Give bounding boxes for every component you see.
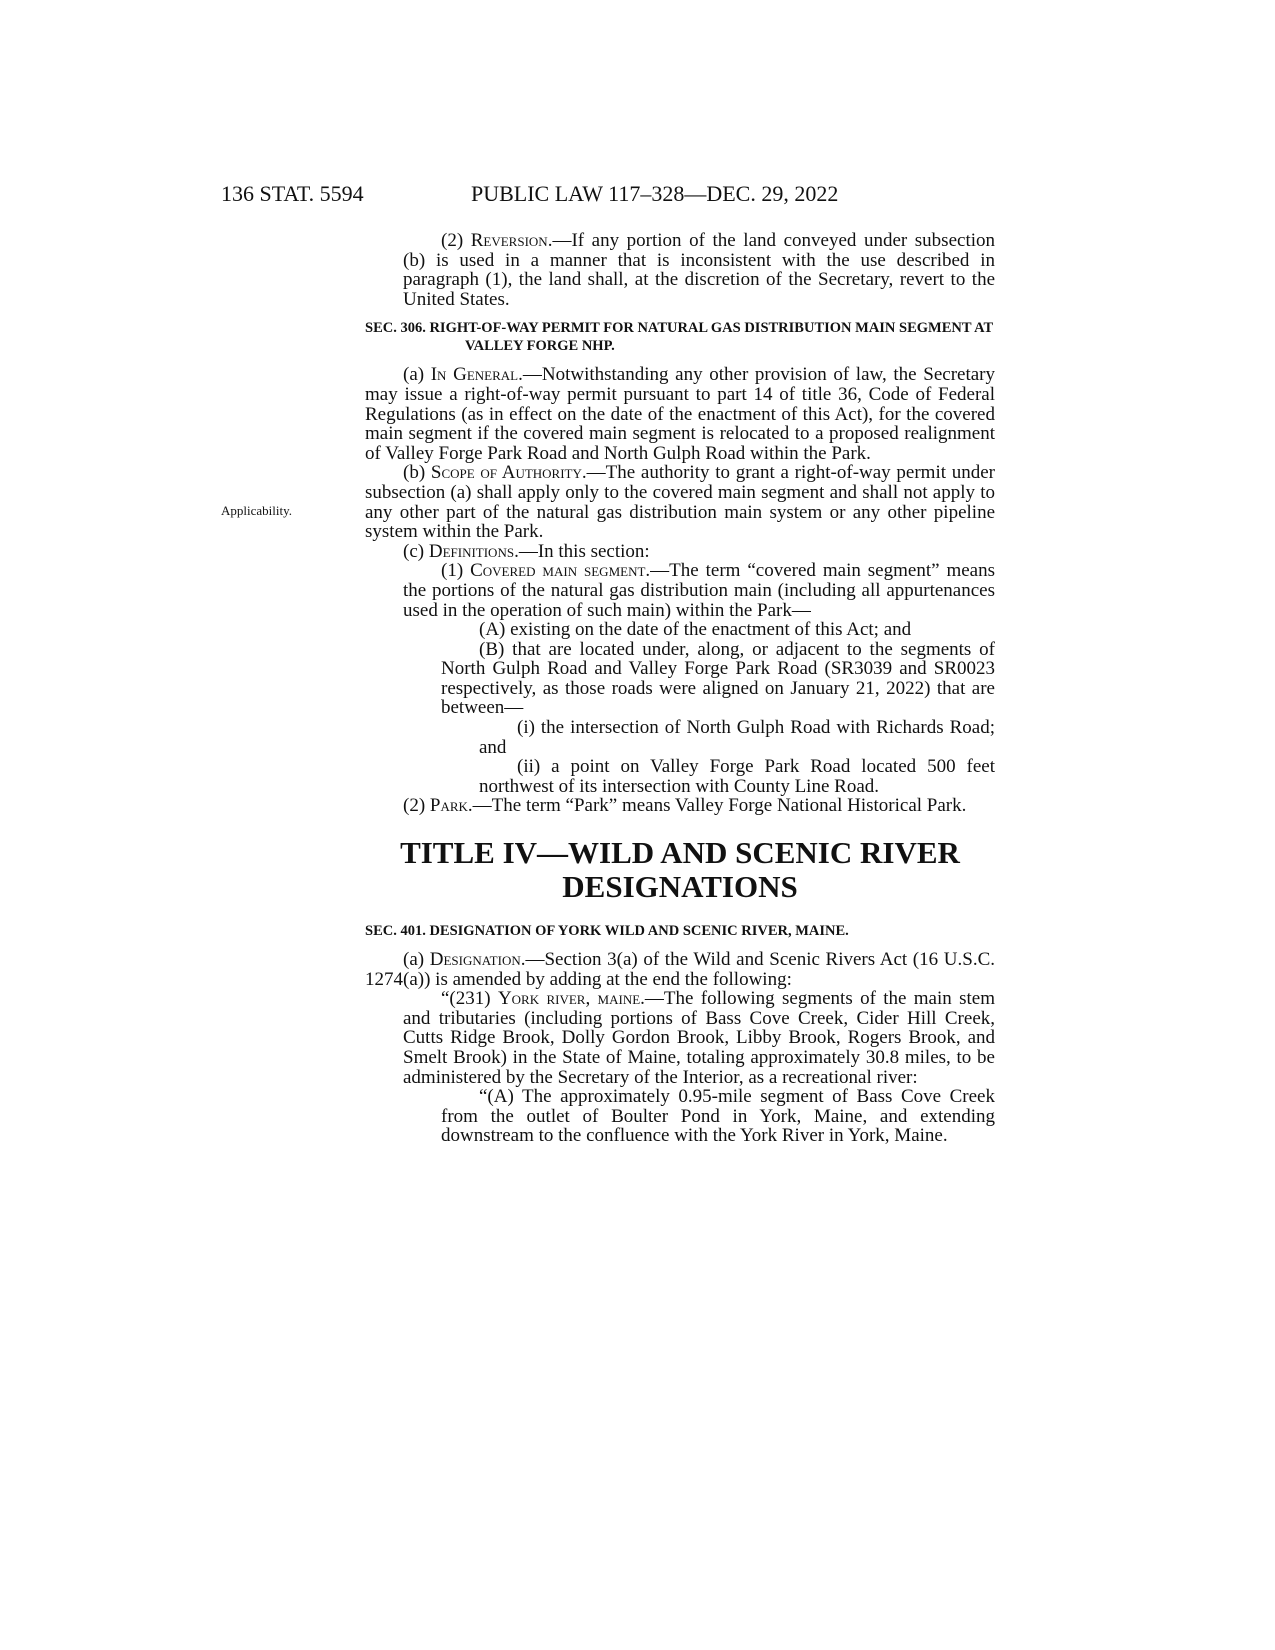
subparagraph-306c1B: (B) that are located under, along, or adjacent to the segments of North Gulph Road and Valley Forge Park Road (SR3039 and SR0023 respectively, as those roads were aligned on January 21, 2022) that are between— xyxy=(441,638,995,719)
subsection-401a: (a) Designation.—Section 3(a) of the Wild and Scenic Rivers Act (16 U.S.C. 1274(a)) is amended by adding at the end the following: xyxy=(365,949,995,990)
public-law-citation: PUBLIC LAW 117–328—DEC. 29, 2022 xyxy=(471,181,839,206)
margin-note-applicability: Applicability. xyxy=(221,503,293,518)
title-iv-heading: TITLE IV—WILD AND SCENIC RIVER DESIGNATIONS xyxy=(400,835,960,905)
clause-306c1Bii: (ii) a point on Valley Forge Park Road located 500 feet northwest of its intersection with County Line Road. xyxy=(479,756,995,797)
paragraph-306c1: (1) Covered main segment.—The term “covered main segment” means the portions of the natural gas distribution main (including all appurtenances used in the operation of such main) within the Park— xyxy=(403,560,996,621)
subsection-306a: (a) In General.—Notwithstanding any other provision of law, the Secretary may issue a right-of-way permit pursuant to part 14 of title 36, Code of Federal Regulations (as in effect on the date of the enactment of this Act), for the covered main segment if the covered main segment is relocated to a proposed realignment of Valley Forge Park Road and North Gulph Road within the Park. xyxy=(365,364,995,464)
subparagraph-231A: “(A) The approximately 0.95-mile segment of Bass Cove Creek from the outlet of Boulter Pond in York, Maine, and extending downstream to the confluence with the York River in York, Maine. xyxy=(441,1086,995,1147)
paragraph-231-york-river: “(231) York river, maine.—The following segments of the main stem and tributaries (including portions of Bass Cove Creek, Cider Hill Creek, Cutts Ridge Brook, Dolly Gordon Brook, Libby Brook, Rogers Brook, and Smelt Brook) in the State of Maine, totaling approximately 30.8 miles, to be administered by the Secretary of the Interior, as a recreational river: xyxy=(403,988,995,1088)
subparagraph-306c1A: (A) existing on the date of the enactment of this Act; and xyxy=(479,619,912,641)
section-401-heading: SEC. 401. DESIGNATION OF YORK WILD AND SCENIC RIVER, MAINE. xyxy=(365,923,849,940)
paragraph-reversion: (2) Reversion.—If any portion of the land conveyed under subsection (b) is used in a manner that is inconsistent with the use described in paragraph (1), the land shall, at the discretion of the Secretary, revert to the United States. xyxy=(403,230,996,310)
paragraph-306c2: (2) Park.—The term “Park” means Valley Forge National Historical Park. xyxy=(403,795,967,817)
page-header xyxy=(221,181,1001,211)
section-306-heading: SEC. 306. RIGHT-OF-WAY PERMIT FOR NATURAL GAS DISTRIBUTION MAIN SEGMENT AT VALLEY FORGE NHP. xyxy=(365,320,993,355)
statute-page-number: 136 STAT. 5594 xyxy=(221,181,364,206)
subsection-306b: (b) Scope of Authority.—The authority to grant a right-of-way permit under subsection (a) shall apply only to the covered main segment and shall not apply to any other part of the natural gas distribution main system or any other pipeline system within the Park. xyxy=(365,462,995,543)
subsection-306c: (c) Definitions.—In this section: xyxy=(403,540,650,562)
document-body xyxy=(365,231,995,1146)
clause-306c1Bi: (i) the intersection of North Gulph Road with Richards Road; and xyxy=(479,717,995,758)
